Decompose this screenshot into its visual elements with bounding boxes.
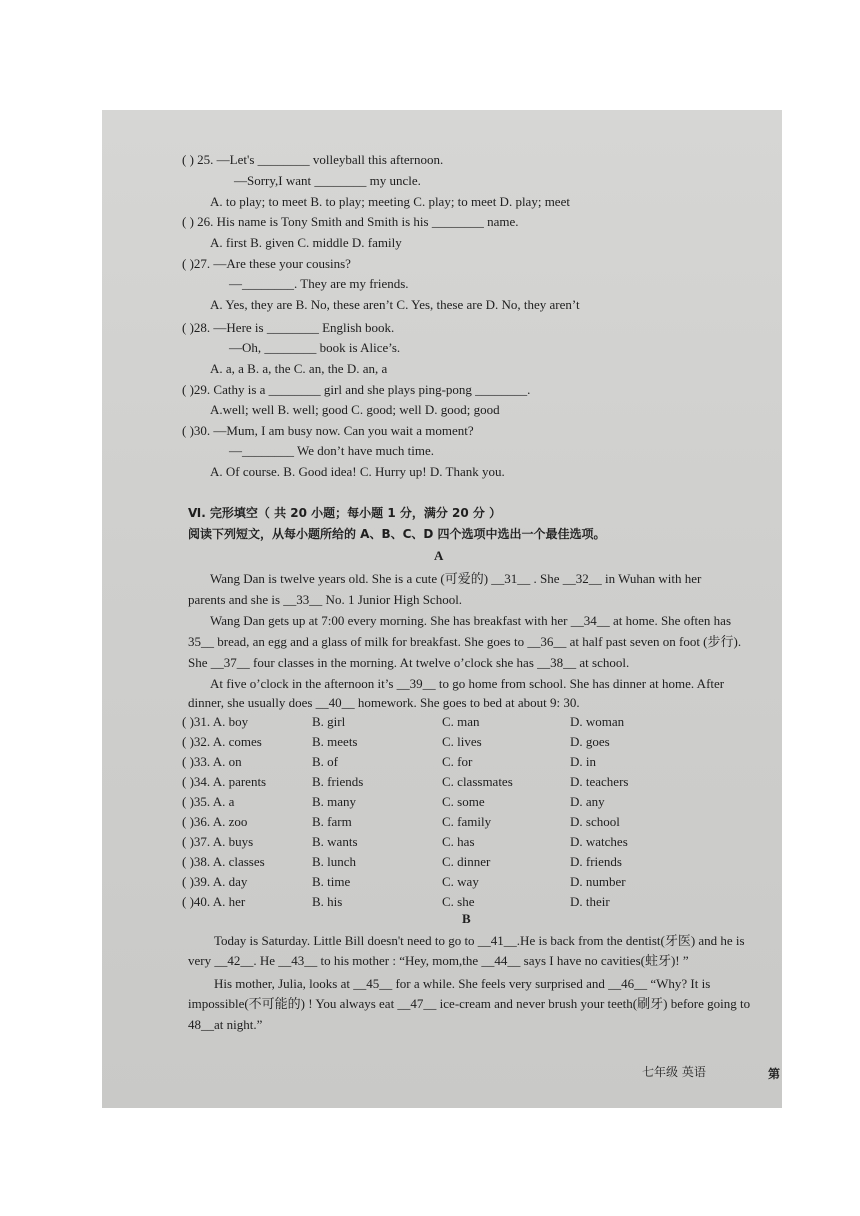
option-a: ( )39. A. day: [182, 874, 248, 889]
option-d: D. teachers: [570, 774, 629, 789]
option-b: B. time: [312, 874, 351, 889]
option-d: D. watches: [570, 834, 628, 849]
option-a: ( )34. A. parents: [182, 774, 267, 789]
option-c: C. way: [442, 874, 479, 889]
question-line: ( )28. —Here is ________ English book.: [182, 320, 395, 335]
option-b: B. wants: [312, 834, 358, 849]
question-line: ( ) 26. His name is Tony Smith and Smith is his ________ name.: [182, 214, 519, 229]
option-c: C. for: [442, 754, 473, 769]
option-a: ( )33. A. on: [182, 754, 242, 769]
option-a: ( )31. A. boy: [182, 714, 249, 729]
option-a: ( )32. A. comes: [182, 734, 262, 749]
option-b: B. many: [312, 794, 357, 809]
option-c: C. man: [442, 714, 480, 729]
option-a: ( )38. A. classes: [182, 854, 265, 869]
part-a-label: A: [434, 548, 444, 563]
option-c: C. classmates: [442, 774, 513, 789]
question-line: ( )29. Cathy is a ________ girl and she plays ping-pong ________.: [182, 382, 531, 397]
passage-line: His mother, Julia, looks at __45__ for a while. She feels very surprised and __46__ “Why? It is: [214, 976, 711, 991]
option-c: C. she: [442, 894, 475, 909]
option-b: B. farm: [312, 814, 352, 829]
question-line: ( )27. —Are these your cousins?: [182, 256, 351, 271]
part-b-label: B: [462, 911, 471, 926]
passage-line: Wang Dan gets up at 7:00 every morning. She has breakfast with her __34__ at home. She often has: [210, 613, 731, 628]
option-c: C. lives: [442, 734, 482, 749]
passage-line: parents and she is __33__ No. 1 Junior High School.: [188, 592, 463, 607]
question-line: A. Yes, they are B. No, these aren’t C. Yes, these are D. No, they aren’t: [210, 297, 580, 312]
option-c: C. dinner: [442, 854, 491, 869]
option-a: ( )40. A. her: [182, 894, 246, 909]
exam-page: [102, 110, 782, 1108]
passage-line: dinner, she usually does __40__ homework. She goes to bed at about 9: 30.: [188, 695, 580, 710]
question-line: A. to play; to meet B. to play; meeting C. play; to meet D. play; meet: [210, 194, 570, 209]
passage-line: At five o’clock in the afternoon it’s __39__ to go home from school. She has dinner at home. After: [210, 676, 725, 691]
option-c: C. family: [442, 814, 492, 829]
question-line: —Oh, ________ book is Alice’s.: [229, 340, 401, 355]
passage-line: 48__at night.”: [188, 1017, 263, 1032]
option-d: D. number: [570, 874, 626, 889]
option-d: D. goes: [570, 734, 610, 749]
question-line: A. a, a B. a, the C. an, the D. an, a: [210, 361, 388, 376]
option-d: D. woman: [570, 714, 625, 729]
option-b: B. girl: [312, 714, 346, 729]
option-d: D. school: [570, 814, 620, 829]
question-line: —Sorry,I want ________ my uncle.: [234, 173, 421, 188]
question-line: A. first B. given C. middle D. family: [210, 235, 402, 250]
question-line: —________ We don’t have much time.: [229, 443, 434, 458]
option-a: ( )36. A. zoo: [182, 814, 248, 829]
option-b: B. lunch: [312, 854, 357, 869]
question-line: ( )30. —Mum, I am busy now. Can you wait a moment?: [182, 423, 474, 438]
option-b: B. his: [312, 894, 343, 909]
option-b: B. of: [312, 754, 338, 769]
option-d: D. any: [570, 794, 605, 809]
question-line: ( ) 25. —Let's ________ volleyball this afternoon.: [182, 152, 444, 167]
option-b: B. friends: [312, 774, 364, 789]
passage-line: She __37__ four classes in the morning. At twelve o’clock she has __38__ at school.: [188, 655, 630, 670]
option-c: C. some: [442, 794, 485, 809]
question-line: —________. They are my friends.: [229, 276, 409, 291]
passage-line: impossible(不可能的) ! You always eat __47__ ice-cream and never brush your teeth(刷牙) before going to: [188, 996, 751, 1011]
page-number-mark: 第: [768, 1067, 781, 1081]
option-a: ( )37. A. buys: [182, 834, 254, 849]
question-line: A.well; well B. well; good C. good; well D. good; good: [210, 402, 500, 417]
option-b: B. meets: [312, 734, 358, 749]
option-d: D. friends: [570, 854, 622, 869]
passage-line: very __42__. He __43__ to his mother : “Hey, mom,the __44__ says I have no cavities(蛀牙)! ”: [188, 953, 689, 968]
section-heading: Ⅵ. 完形填空（ 共 20 小题；每小题 1 分，满分 20 分 ）: [188, 506, 502, 520]
section-instruction: 阅读下列短文，从每小题所给的 A、B、C、D 四个选项中选出一个最佳选项。: [188, 527, 606, 541]
passage-line: 35__ bread, an egg and a glass of milk for breakfast. She goes to __36__ at half past seven on foot (步行).: [188, 634, 742, 649]
passage-line: Today is Saturday. Little Bill doesn't need to go to __41__.He is back from the dentist(牙医) and he is: [214, 933, 745, 948]
option-a: ( )35. A. a: [182, 794, 235, 809]
passage-line: Wang Dan is twelve years old. She is a cute (可爱的) __31__ . She __32__ in Wuhan with her: [210, 571, 702, 586]
question-line: A. Of course. B. Good idea! C. Hurry up! D. Thank you.: [210, 464, 505, 479]
option-d: D. in: [570, 754, 596, 769]
option-d: D. their: [570, 894, 610, 909]
option-c: C. has: [442, 834, 475, 849]
grade-subject-label: 七年级 英语: [642, 1065, 706, 1079]
